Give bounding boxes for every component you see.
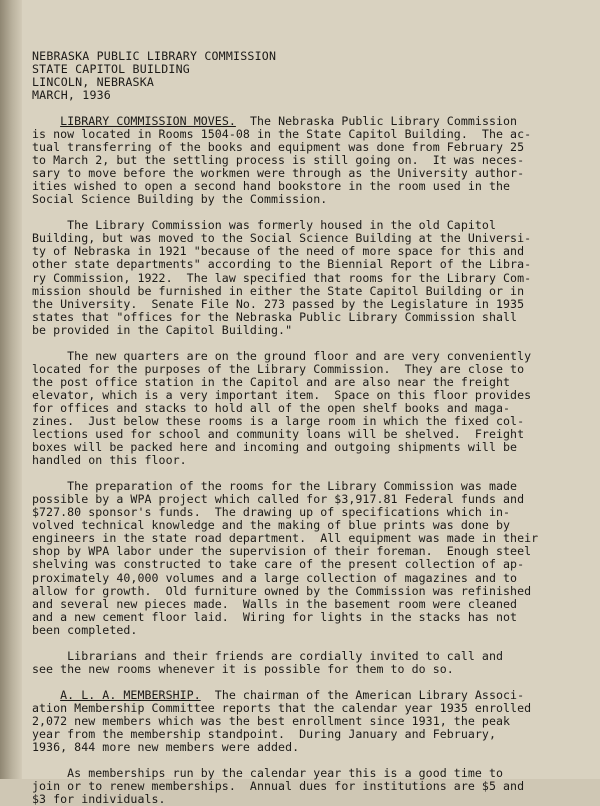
paragraph-line: for offices and stacks to hold all of the open shelf books and maga- [32, 400, 511, 415]
paragraph-line: the post office station in the Capitol and are also near the freight [32, 374, 511, 389]
paragraph-line: ty of Nebraska in 1921 "because of the need of more space for this and [32, 244, 525, 259]
header-line: MARCH, 1936 [32, 88, 111, 102]
binding-shadow [0, 0, 22, 779]
paragraph-line: zines. Just below these rooms is a large room in which the fixed col- [32, 413, 525, 428]
paragraph-line: see the new rooms whenever it is possible for them to do so. [32, 661, 454, 676]
paragraph-line: The preparation of the rooms for the Library Commission was made [32, 479, 518, 494]
section-heading: LIBRARY COMMISSION MOVES. [60, 114, 236, 128]
document-page [22, 0, 600, 806]
paragraph-line: LIBRARY COMMISSION MOVES. The Nebraska Public Library Commission [60, 114, 518, 128]
paragraph-line: is now located in Rooms 1504-08 in the State Capitol Building. The ac- [32, 127, 532, 142]
paragraph-line: The new quarters are on the ground floor and are very conveniently [32, 348, 532, 363]
paragraph-line: Social Science Building by the Commission. [32, 192, 328, 207]
header-line: STATE CAPITOL BUILDING [32, 62, 190, 76]
paragraph-line: tual transferring of the books and equipment was done from February 25 [32, 140, 525, 155]
paragraph-line: lections used for school and community loans will be shelved. Freight [32, 427, 525, 442]
paragraph-line: handled on this floor. [32, 453, 187, 468]
paragraph-line: join or to renew memberships. Annual dues for institutions are $5 and [32, 779, 525, 794]
paragraph-line: shelving was constructed to take care of the present collection of ap- [32, 557, 525, 572]
paragraph-line: and several new pieces made. Walls in the basement room were cleaned [32, 596, 518, 611]
paragraph-line: allow for growth. Old furniture owned by the Commission was refinished [32, 583, 532, 598]
article-library-commission-moves [32, 115, 577, 676]
paragraph-line: The Library Commission was formerly housed in the old Capitol [32, 218, 496, 233]
paragraph-line: elevator, which is a very important item. Space on this floor provides [32, 387, 532, 402]
paragraph-line: year from the membership standpoint. During January and February, [32, 726, 496, 741]
header-line: NEBRASKA PUBLIC LIBRARY COMMISSION [32, 49, 277, 63]
paragraph-line: As memberships run by the calendar year this is a good time to [32, 766, 504, 781]
paragraph-line: sary to move before the workmen were through as the University author- [32, 166, 525, 181]
paragraph-line: mission should be furnished in either the State Capitol Building or in [32, 283, 525, 298]
paragraph-line: boxes will be packed here and incoming and outgoing shipments will be [32, 440, 518, 455]
paragraph-line: the University. Senate File No. 273 passed by the Legislature in 1935 [32, 296, 525, 311]
paragraph-line: A. L. A. MEMBERSHIP. The chairman of the American Library Associ- [60, 687, 525, 702]
paragraph-line: 2,072 new members which was the best enrollment since 1931, the peak [32, 713, 511, 728]
document-body [32, 50, 577, 806]
paragraph-line: volved technical knowledge and the making of blue prints was done by [32, 518, 511, 533]
paragraph-line: $727.80 sponsor's funds. The drawing up of specifications which in- [32, 505, 511, 520]
paragraph-line: been completed. [32, 622, 138, 637]
paragraph-line: possible by a WPA project which called for $3,917.81 Federal funds and [32, 492, 525, 507]
paragraph-line: to March 2, but the settling process is still going on. It was neces- [32, 153, 525, 168]
paragraph-line: ities wished to open a second hand bookstore in the room used in the [32, 179, 511, 194]
paragraph-line: $3 for individuals. [32, 792, 166, 806]
letterhead [32, 50, 577, 102]
paragraph-line: be provided in the Capitol Building." [32, 322, 293, 337]
paragraph-line: and a new cement floor laid. Wiring for lights in the stacks has not [32, 609, 518, 624]
section-heading: A. L. A. MEMBERSHIP. [60, 687, 201, 702]
paragraph-line: states that "offices for the Nebraska Public Library Commission shall [32, 309, 518, 324]
article-ala-membership [32, 689, 577, 806]
paragraph-line: 1936, 844 more new members were added. [32, 740, 300, 755]
paragraph-line: ry Commission, 1922. The law specified that rooms for the Library Com- [32, 270, 532, 285]
paragraph-line: located for the purposes of the Library Commission. They are close to [32, 361, 525, 376]
paragraph-line: engineers in the state road department. All equipment was made in their [32, 531, 539, 546]
header-line: LINCOLN, NEBRASKA [32, 75, 155, 89]
paragraph-line: ation Membership Committee reports that the calendar year 1935 enrolled [32, 700, 532, 715]
paragraph-line: other state departments" according to the Biennial Report of the Libra- [32, 257, 532, 272]
paragraph-line: shop by WPA labor under the supervision of their foreman. Enough steel [32, 544, 532, 559]
paragraph-line: proximately 40,000 volumes and a large collection of magazines and to [32, 570, 518, 585]
paragraph-line: Building, but was moved to the Social Science Building at the Universi- [32, 231, 532, 246]
paragraph-line: Librarians and their friends are cordially invited to call and [32, 648, 504, 663]
